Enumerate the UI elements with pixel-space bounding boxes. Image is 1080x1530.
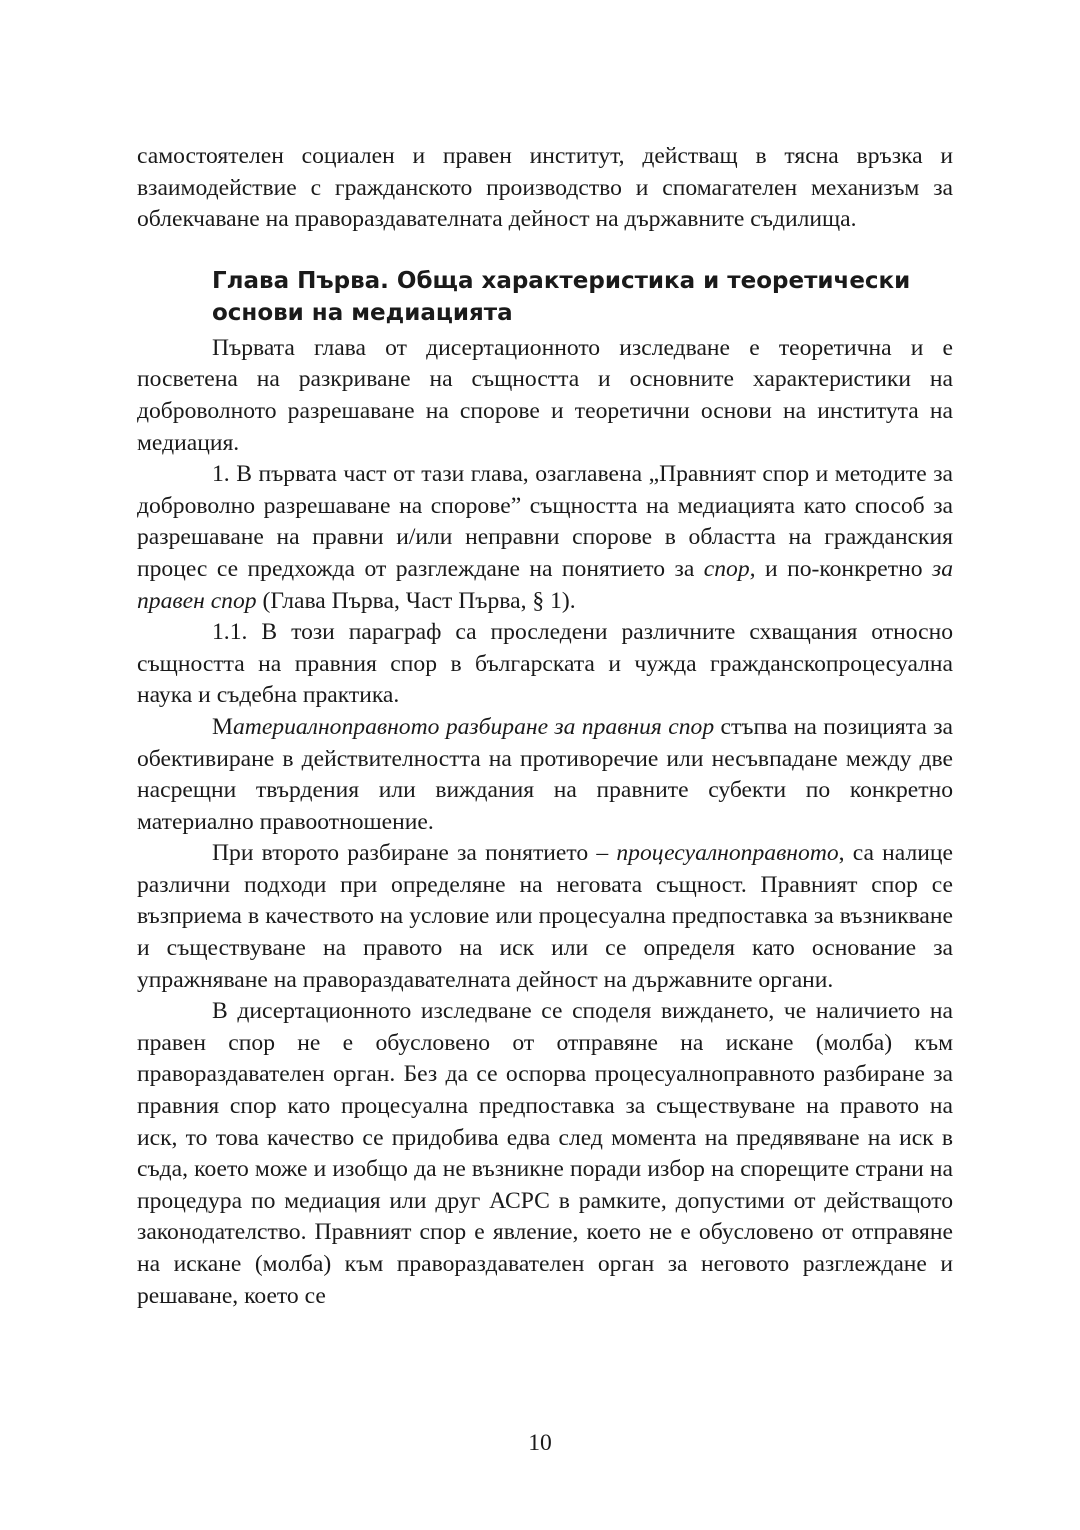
- paragraph-material-law: [137, 712, 953, 838]
- paragraph-procedural-law-text-a: При второто разбиране за понятието –: [212, 840, 617, 867]
- paragraph-chapter-overview: Първата глава от дисертационното изследване е теоретична и е посветена на разкриване на същността и основните характеристики на доброволното разрешаване на спорове и теоретични основи на института на медиация.: [137, 334, 953, 456]
- term-legal-dispute: за правен спор: [137, 555, 953, 614]
- chapter-heading: Глава Първа. Обща характеристика и теоретически основи на медиацията: [212, 267, 911, 326]
- paragraph-procedural-law: [137, 838, 953, 996]
- paragraph-procedural-law-text-b: , са налице различни подходи при определяне на неговата същност. Правният спор се възприема в качеството на условие или процесуална предпоставка за възникване и съществуване на правото на иск или се определя като основание за упражняване на правораздавателната дейност на държавните органи.: [137, 840, 953, 993]
- intro-paragraph: самостоятелен социален и правен институт, действащ в тясна връзка и взаимодействие с гражданското производство и спомагателен механизъм за облекчаване на правораздавателната дейност на държавните съдилища.: [137, 143, 953, 233]
- paragraph-part-one: [137, 459, 953, 617]
- paragraph-part-one-text-b: и по-конкретно: [755, 555, 932, 582]
- term-material-law-understanding: атериалноправното разбиране за правния спор: [232, 713, 715, 740]
- paragraph-section-1-1: 1.1. В този параграф са проследени различните схващания относно същността на правния спор в българската и чужда гражданскопроцесуална наука и съдебна практика.: [137, 619, 953, 709]
- paragraph-material-law-rest: стъпва на позицията за обективиране в действителността на противоречие или несъвпадане между две насрещни твърдения или виждания на правните субекти по конкретно материално правоотношение.: [137, 713, 953, 835]
- term-procedural-law: процесуалноправното: [616, 840, 839, 867]
- page-number: 10: [528, 1430, 552, 1456]
- page-body: [137, 141, 953, 1312]
- paragraph-dissertation-view: В дисертационното изследване се споделя виждането, че наличието на правен спор не е обусловено от отправяне на искане (молба) към правораздавателен орган. Без да се оспорва процесуалноправното разбиране за правния спор като процесуална предпоставка за съществуване на правото на иск, то това качество се придобива едва след момента на предявяване на иск в съда, което може и изобщо да не възникне поради избор на спорещите страни на процедура по медиация или друг АСРС в рамките, допустими от действащото законодателство. Правният спор е явление, което не е обусловено от отправяне на искане (молба) към правораздавателен орган за неговото разглеждане и решаване, което се: [137, 998, 953, 1309]
- paragraph-material-law-lead: М: [212, 713, 233, 740]
- paragraph-part-one-text-a: 1. В първата част от тази глава, озаглавена „Правният спор и методите за доброволно разрешаване на спорове” същността на медиацията като способ за разрешаване на правни и/или неправни спорове в областта на гражданския процес се предхожда от разглеждане на понятието за: [137, 461, 953, 582]
- term-dispute: спор,: [703, 555, 756, 582]
- paragraph-part-one-text-c: (Глава Първа, Част Първа, § 1).: [256, 587, 576, 614]
